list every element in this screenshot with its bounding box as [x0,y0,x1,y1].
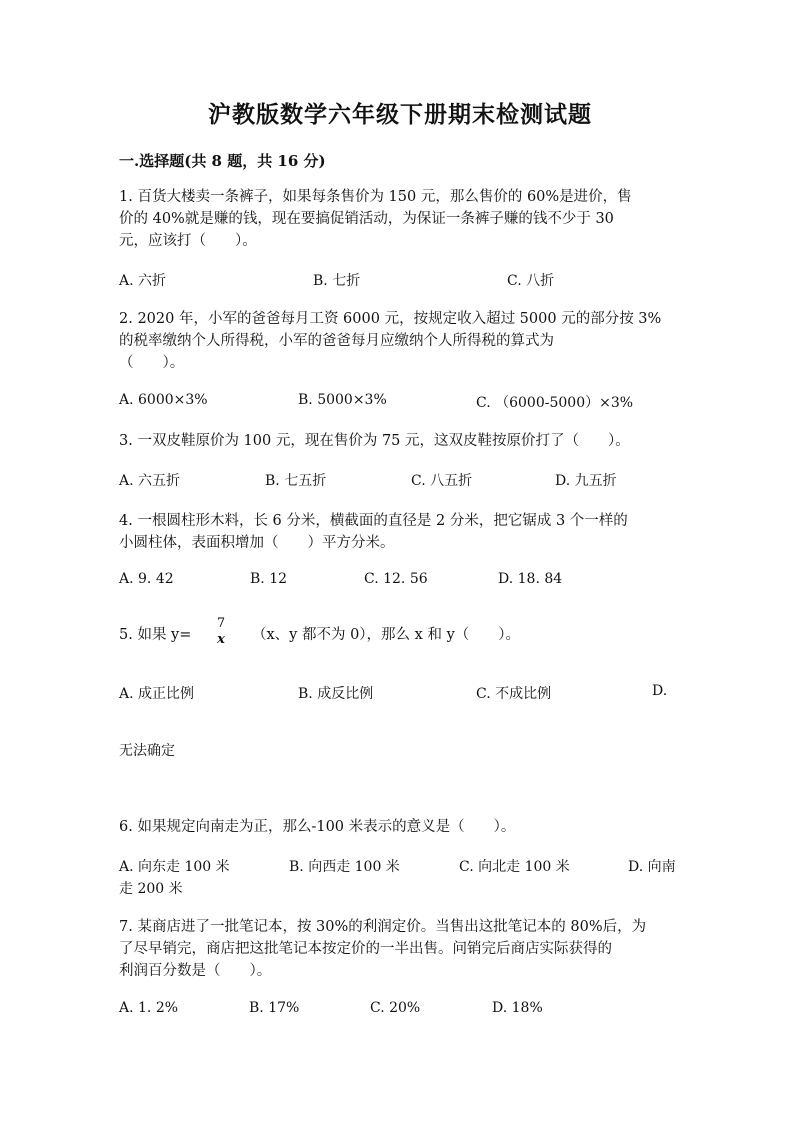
question-7-option-d[interactable]: D. 18% [492,1000,543,1016]
question-4-option-a[interactable]: A. 9. 42 [119,571,174,587]
question-4-line-2: 小圆柱体，表面积增加（ ）平方分米。 [119,535,395,551]
question-2-option-c[interactable]: C. （6000-5000）×3% [476,395,634,411]
fraction-denominator: x [217,632,225,647]
question-5-option-d[interactable]: D. [652,683,668,699]
question-6-option-d-continued[interactable]: 走 200 米 [119,881,183,897]
fraction-numerator: 7 [216,616,226,631]
question-1-option-b[interactable]: B. 七折 [313,273,361,289]
question-6-option-b[interactable]: B. 向西走 100 米 [289,859,400,875]
question-3-option-b[interactable]: B. 七五折 [265,473,327,489]
question-6-option-d[interactable]: D. 向南 [628,859,676,875]
question-4-option-b[interactable]: B. 12 [250,571,288,587]
question-4-option-d[interactable]: D. 18. 84 [498,571,563,587]
question-2-option-b[interactable]: B. 5000×3% [298,392,387,408]
question-3-option-a[interactable]: A. 六五折 [119,473,181,489]
question-2-line-3: （ ）。 [119,355,185,371]
question-1-option-a[interactable]: A. 六折 [119,273,167,289]
question-1-line-3: 元，应该打（ ）。 [119,233,257,249]
question-3-option-c[interactable]: C. 八五折 [411,473,473,489]
question-1-line-2: 价的 40%就是赚的钱，现在要搞促销活动，为保证一条裤子赚的钱不少于 30 [119,211,614,227]
question-3-option-d[interactable]: D. 九五折 [555,473,617,489]
question-3-line-1: 3. 一双皮鞋原价为 100 元，现在售价为 75 元，这双皮鞋按原价打了（ ）。 [119,433,630,449]
question-5-fraction [212,616,230,648]
question-5-line-suffix: （x、y 都不为 0），那么 x 和 y（ ）。 [252,627,521,643]
question-5-line-prefix: 5. 如果 y= [119,627,192,643]
question-7-option-b[interactable]: B. 17% [249,1000,300,1016]
question-4-option-c[interactable]: C. 12. 56 [364,571,428,587]
question-5-option-d-continued[interactable]: 无法确定 [119,743,175,759]
question-7-line-1: 7. 某商店进了一批笔记本，按 30%的利润定价。当售出这批笔记本的 80%后，为 [119,919,647,935]
question-6-option-a[interactable]: A. 向东走 100 米 [119,859,230,875]
question-5-option-b[interactable]: B. 成反比例 [298,686,374,702]
page-title: 沪教版数学六年级下册期末检测试题 [208,101,592,128]
question-7-line-2: 了尽早销完，商店把这批笔记本按定价的一半出售。问销完后商店实际获得的 [119,941,612,957]
question-7-line-3: 利润百分数是（ ）。 [119,963,272,979]
question-2-option-a[interactable]: A. 6000×3% [119,392,208,408]
question-7-option-c[interactable]: C. 20% [370,1000,421,1016]
question-7-option-a[interactable]: A. 1. 2% [119,1000,179,1016]
question-6-line-1: 6. 如果规定向南走为正，那么-100 米表示的意义是（ ）。 [119,819,516,835]
question-2-line-2: 的税率缴纳个人所得税，小军的爸爸每月应缴纳个人所得税的算式为 [119,333,554,349]
question-2-line-1: 2. 2020 年，小军的爸爸每月工资 6000 元，按规定收入超过 5000 元的部分按 3% [119,311,662,327]
question-5-option-a[interactable]: A. 成正比例 [119,686,195,702]
section-heading: 一.选择题(共 8 题，共 16 分) [119,152,326,170]
question-1-option-c[interactable]: C. 八折 [507,273,555,289]
question-5-option-c[interactable]: C. 不成比例 [476,686,552,702]
question-1-line-1: 1. 百货大楼卖一条裤子，如果每条售价为 150 元，那么售价的 60%是进价，售 [119,189,632,205]
question-6-option-c[interactable]: C. 向北走 100 米 [459,859,570,875]
question-4-line-1: 4. 一根圆柱形木料，长 6 分米，横截面的直径是 2 分米，把它锯成 3 个一样的 [119,513,628,529]
